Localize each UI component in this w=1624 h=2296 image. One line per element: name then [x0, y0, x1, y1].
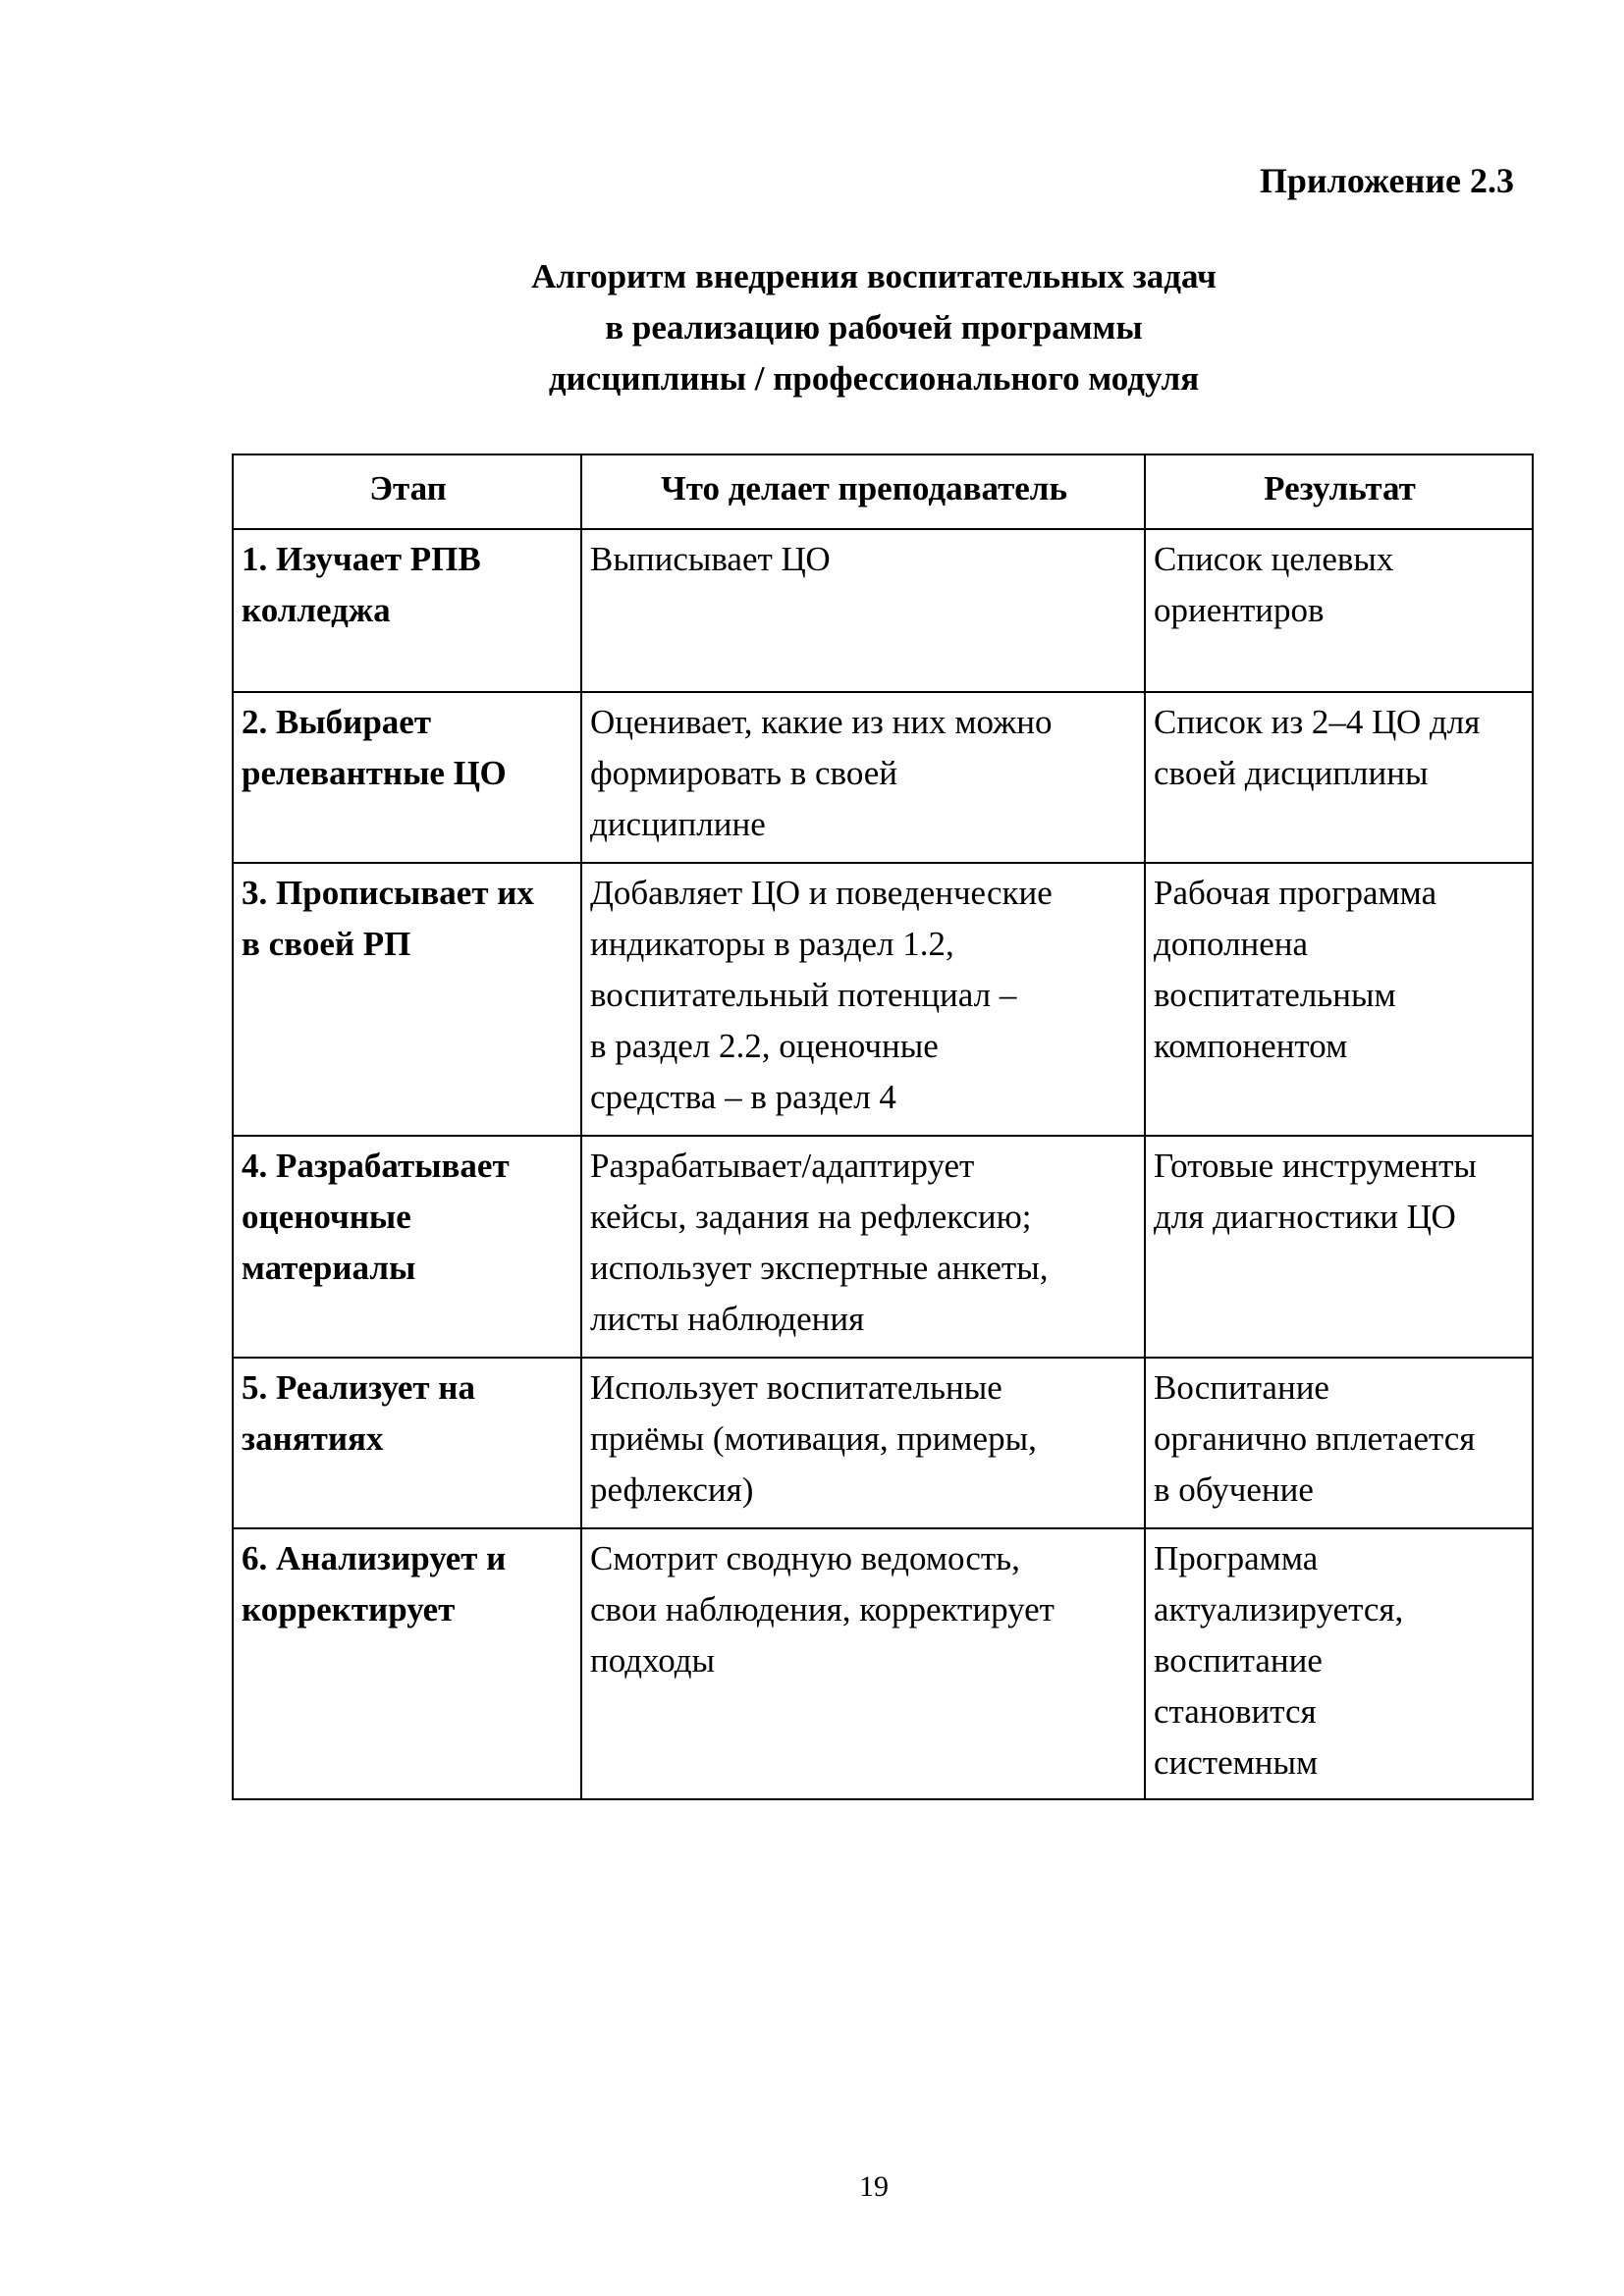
- cell-line: Рабочая программа: [1154, 874, 1437, 912]
- result-cell: [1145, 1358, 1533, 1528]
- cell-line: корректирует: [242, 1590, 456, 1629]
- cell-line: листы наблюдения: [590, 1300, 865, 1338]
- cell-line: системным: [1154, 1743, 1319, 1782]
- action-cell: [581, 863, 1145, 1136]
- action-cell: [581, 1358, 1145, 1528]
- cell-line: колледжа: [242, 591, 391, 629]
- result-cell: [1145, 1136, 1533, 1358]
- appendix-label: Приложение 2.3: [1259, 161, 1514, 200]
- cell-line: 6. Анализирует и: [242, 1539, 507, 1577]
- cell-line: средства – в раздел 4: [590, 1078, 896, 1116]
- cell-line: в своей РП: [242, 925, 411, 963]
- cell-line: Программа: [1154, 1539, 1319, 1577]
- table-row: [233, 529, 1533, 692]
- cell-line: органично вплетается: [1154, 1419, 1476, 1458]
- cell-line: актуализируется,: [1154, 1590, 1404, 1629]
- cell-line: дополнена: [1154, 925, 1309, 963]
- cell-line: использует экспертные анкеты,: [590, 1249, 1049, 1287]
- stage-cell: [233, 692, 581, 863]
- stage-cell: [233, 1528, 581, 1799]
- cell-line: формировать в своей: [590, 754, 898, 792]
- cell-line: 1. Изучает РПВ: [242, 540, 481, 578]
- cell-line: 4. Разрабатывает: [242, 1147, 510, 1185]
- cell-line: Воспитание: [1154, 1368, 1329, 1407]
- cell-line: Оценивает, какие из них можно: [590, 703, 1053, 741]
- cell-line: Список целевых: [1154, 540, 1394, 578]
- cell-line: воспитание: [1154, 1641, 1323, 1680]
- cell-line: ориентиров: [1154, 591, 1325, 629]
- table-header-row: [233, 454, 1533, 529]
- stage-cell: [233, 529, 581, 692]
- cell-line: приёмы (мотивация, примеры,: [590, 1419, 1037, 1458]
- cell-line: Выписывает ЦО: [590, 540, 831, 578]
- table-row: [233, 692, 1533, 863]
- cell-line: оценочные: [242, 1198, 411, 1236]
- cell-line: свои наблюдения, корректирует: [590, 1590, 1055, 1629]
- stage-cell: [233, 1136, 581, 1358]
- cell-line: 3. Прописывает их: [242, 874, 534, 912]
- table-row: [233, 863, 1533, 1136]
- table-row: [233, 1528, 1533, 1799]
- algorithm-table: [232, 454, 1534, 1800]
- title-line: в реализацию рабочей программы: [605, 308, 1143, 347]
- table-row: [233, 1136, 1533, 1358]
- result-cell: [1145, 529, 1533, 692]
- stage-cell: [233, 1358, 581, 1528]
- cell-line: занятиях: [242, 1419, 384, 1458]
- cell-line: подходы: [590, 1641, 716, 1680]
- title-line: Алгоритм внедрения воспитательных задач: [531, 257, 1217, 295]
- result-cell: [1145, 692, 1533, 863]
- cell-line: для диагностики ЦО: [1154, 1198, 1456, 1236]
- cell-line: дисциплине: [590, 805, 766, 843]
- document-title: [0, 251, 1624, 404]
- title-line: дисциплины / профессионального модуля: [548, 359, 1200, 398]
- cell-line: кейсы, задания на рефлексию;: [590, 1198, 1032, 1236]
- result-cell: [1145, 863, 1533, 1136]
- cell-line: в обучение: [1154, 1470, 1314, 1509]
- cell-line: материалы: [242, 1249, 416, 1287]
- cell-line: 5. Реализует на: [242, 1368, 475, 1407]
- cell-line: компонентом: [1154, 1027, 1348, 1065]
- cell-line: становится: [1154, 1692, 1317, 1731]
- cell-line: воспитательным: [1154, 976, 1396, 1014]
- result-cell: [1145, 1528, 1533, 1799]
- cell-line: Добавляет ЦО и поведенческие: [590, 874, 1053, 912]
- cell-line: Смотрит сводную ведомость,: [590, 1539, 1020, 1577]
- page-number: 19: [859, 2170, 889, 2203]
- header-stage: Этап: [233, 454, 581, 529]
- header-teacher-action: Что делает преподаватель: [581, 454, 1145, 529]
- cell-line: воспитательный потенциал –: [590, 976, 1017, 1014]
- header-result: Результат: [1145, 454, 1533, 529]
- cell-line: 2. Выбирает: [242, 703, 432, 741]
- cell-line: индикаторы в раздел 1.2,: [590, 925, 954, 963]
- action-cell: [581, 1136, 1145, 1358]
- cell-line: Готовые инструменты: [1154, 1147, 1477, 1185]
- cell-line: Использует воспитательные: [590, 1368, 1002, 1407]
- action-cell: [581, 1528, 1145, 1799]
- table-row: [233, 1358, 1533, 1528]
- cell-line: Разрабатывает/адаптирует: [590, 1147, 975, 1185]
- cell-line: Список из 2–4 ЦО для: [1154, 703, 1481, 741]
- cell-line: в раздел 2.2, оценочные: [590, 1027, 939, 1065]
- cell-line: своей дисциплины: [1154, 754, 1429, 792]
- stage-cell: [233, 863, 581, 1136]
- action-cell: [581, 692, 1145, 863]
- cell-line: релевантные ЦО: [242, 754, 507, 792]
- cell-line: рефлексия): [590, 1470, 754, 1509]
- action-cell: [581, 529, 1145, 692]
